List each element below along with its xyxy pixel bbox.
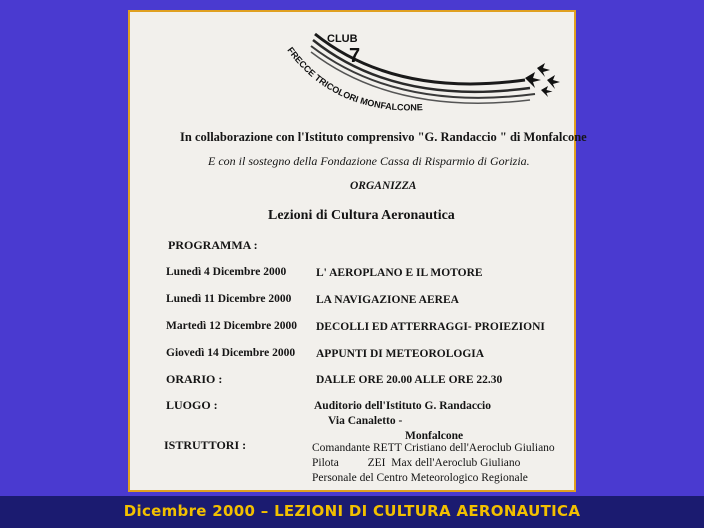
aircraft-icon	[547, 75, 560, 89]
programma-label: PROGRAMMA :	[168, 238, 258, 252]
schedule-topic: DECOLLI ED ATTERRAGGI- PROIEZIONI	[316, 321, 545, 333]
footer-caption: Dicembre 2000 – LEZIONI DI CULTURA AERONAUTICA	[123, 502, 581, 520]
aircraft-icon	[541, 86, 553, 97]
istruttori-label: ISTRUTTORI :	[164, 438, 247, 452]
organizza-label: ORGANIZZA	[350, 180, 417, 192]
luogo-line2: Via Canaletto -	[328, 415, 403, 427]
schedule-date: Lunedì 11 Dicembre 2000	[166, 293, 292, 305]
schedule-topic: L' AEROPLANO E IL MOTORE	[316, 267, 483, 279]
orario-label: ORARIO :	[166, 372, 223, 386]
schedule-date: Martedì 12 Dicembre 2000	[166, 320, 298, 332]
logo-club-text: CLUB	[327, 33, 358, 45]
flyer-document	[128, 10, 587, 492]
luogo-label: LUOGO :	[166, 398, 218, 412]
frecce-tricolori-logo	[275, 28, 575, 118]
event-title: Lezioni di Cultura Aeronautica	[268, 208, 455, 223]
logo-arc-textpath: FRECCE TRICOLORI MONFALCONE	[285, 45, 423, 113]
istruttori-line1: Comandante RETT Cristiano dell'Aeroclub Giuliano	[312, 442, 555, 454]
schedule-date: Giovedì 14 Dicembre 2000	[166, 347, 296, 359]
schedule-date: Lunedì 4 Dicembre 2000	[166, 266, 287, 278]
aircraft-icon	[525, 72, 541, 88]
support-line: E con il sostegno della Fondazione Cassa di Risparmio di Gorizia.	[208, 154, 530, 168]
logo-number: 7	[349, 45, 361, 67]
orario-value: DALLE ORE 20.00 ALLE ORE 22.30	[316, 374, 503, 386]
aircraft-icon	[537, 63, 550, 77]
istruttori-line2: Pilota ZEI Max dell'Aeroclub Giuliano	[312, 457, 521, 469]
istruttori-line3: Personale del Centro Meteorologico Regionale	[312, 472, 528, 484]
luogo-line3: Monfalcone	[405, 430, 464, 442]
schedule-topic: APPUNTI DI METEOROLOGIA	[316, 348, 485, 360]
luogo-line1: Auditorio dell'Istituto G. Randaccio	[314, 400, 491, 412]
collaboration-line: In collaborazione con l'Istituto comprensivo "G. Randaccio " di Monfalcone	[180, 130, 587, 144]
schedule-topic: LA NAVIGAZIONE AEREA	[316, 294, 459, 306]
